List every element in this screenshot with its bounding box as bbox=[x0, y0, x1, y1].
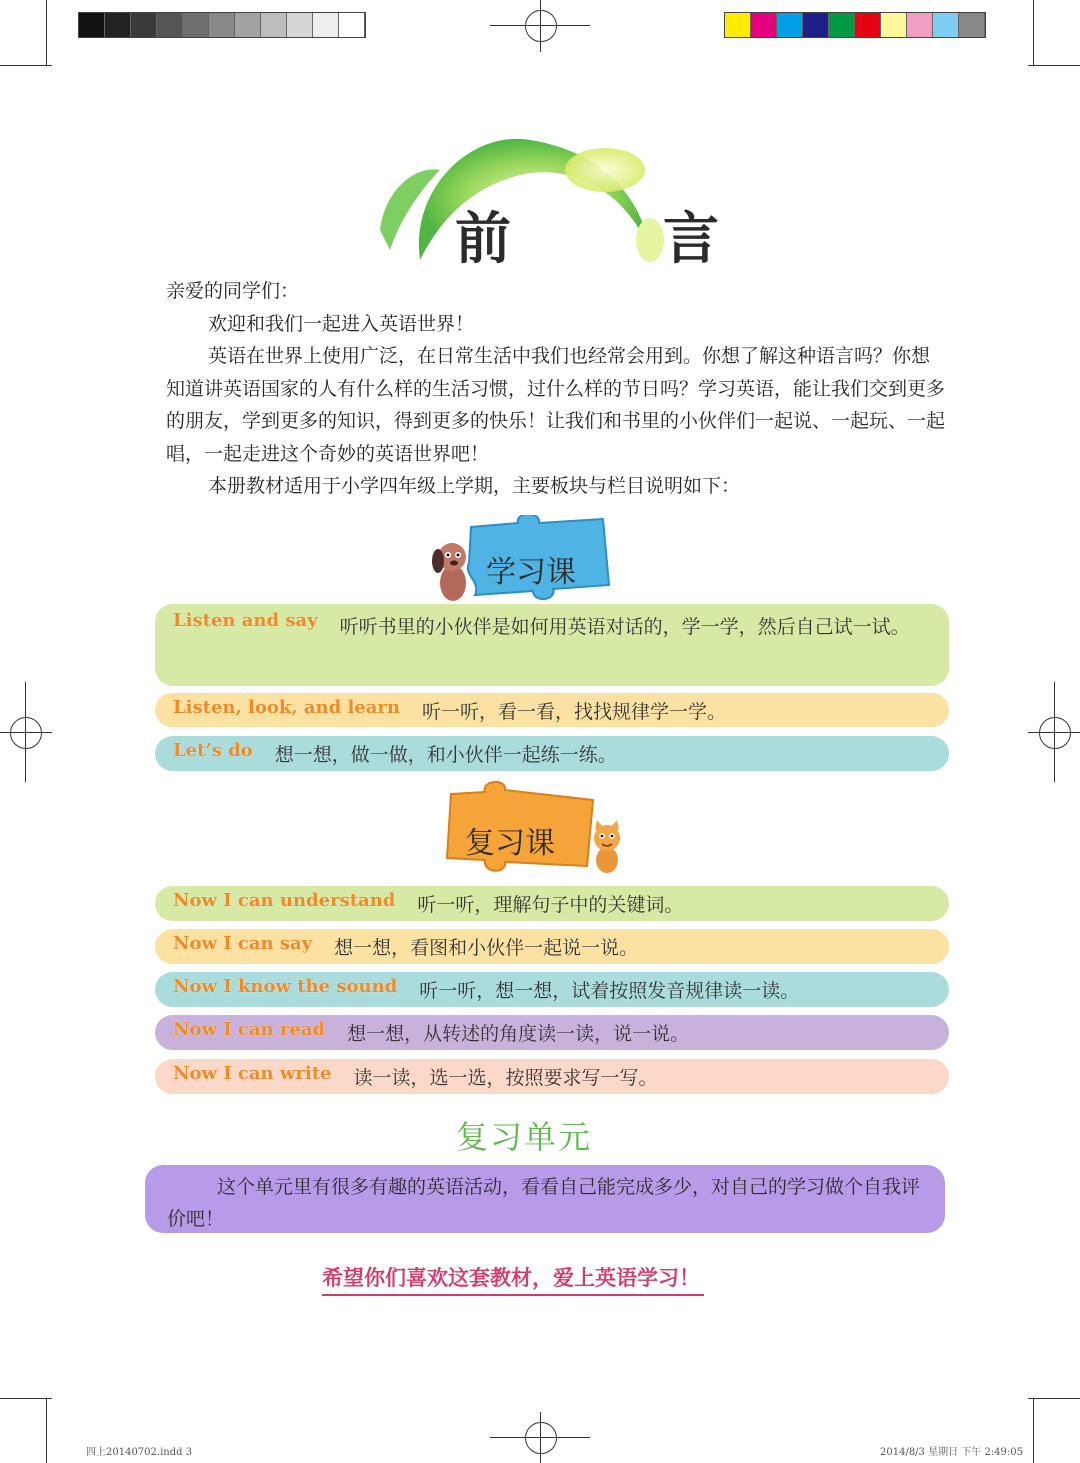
gray-swatch-5 bbox=[209, 13, 235, 37]
intro-paragraph-1: 欢迎和我们一起进入英语世界！ bbox=[208, 312, 475, 335]
color-swatch-9 bbox=[959, 13, 985, 37]
item-label: Now I can write bbox=[173, 1063, 332, 1084]
review-lesson-header bbox=[445, 780, 635, 880]
page-title: 前 言 bbox=[455, 207, 767, 272]
gray-swatch-1 bbox=[105, 13, 131, 37]
item-label: Listen and say bbox=[173, 610, 318, 631]
color-swatch-7 bbox=[907, 13, 933, 37]
item-label: Now I know the sound bbox=[173, 976, 398, 997]
item-description: 听一听，想一想，试着按照发音规律读一读。 bbox=[419, 980, 800, 1002]
registration-mark-top bbox=[525, 10, 557, 42]
gray-swatch-3 bbox=[157, 13, 183, 37]
process-color-bar bbox=[724, 12, 986, 38]
gray-swatch-0 bbox=[79, 13, 105, 37]
study-item-lets-do bbox=[155, 736, 949, 771]
registration-mark-left bbox=[10, 717, 42, 749]
color-swatch-3 bbox=[803, 13, 829, 37]
review-unit-box bbox=[145, 1165, 945, 1233]
cat-mascot-icon bbox=[585, 820, 630, 875]
review-lesson-title: 复习课 bbox=[465, 826, 555, 861]
registration-mark-bottom bbox=[525, 1422, 557, 1454]
item-description: 听听书里的小伙伴是如何用英语对话的，学一学，然后自己试一试。 bbox=[339, 616, 910, 638]
color-swatch-5 bbox=[855, 13, 881, 37]
study-item-listen-and-say bbox=[155, 604, 949, 686]
footer-timestamp: 2014/8/3 星期日 下午 2:49:05 bbox=[880, 1447, 1023, 1458]
review-item-say bbox=[155, 929, 949, 964]
study-item-listen-look-learn bbox=[155, 693, 949, 727]
color-swatch-1 bbox=[751, 13, 777, 37]
item-description: 读一读，选一选，按照要求写一写。 bbox=[353, 1067, 658, 1089]
review-item-understand bbox=[155, 886, 949, 921]
item-description: 听一听，理解句子中的关键词。 bbox=[417, 894, 684, 916]
item-label: Now I can understand bbox=[173, 890, 396, 911]
gray-swatch-7 bbox=[261, 13, 287, 37]
gray-swatch-6 bbox=[235, 13, 261, 37]
item-description: 想一想，看图和小伙伴一起说一说。 bbox=[334, 937, 639, 959]
study-lesson-title: 学习课 bbox=[486, 555, 576, 590]
grayscale-color-bar bbox=[78, 12, 366, 38]
study-lesson-header bbox=[428, 515, 618, 605]
closing-message: 希望你们喜欢这套教材，爱上英语学习！ bbox=[322, 1262, 704, 1296]
item-label: Listen, look, and learn bbox=[173, 697, 400, 718]
review-unit-heading: 复习单元 bbox=[456, 1118, 593, 1156]
color-swatch-0 bbox=[725, 13, 751, 37]
intro-paragraph-3: 本册教材适用于小学四年级上学期，主要板块与栏目说明如下： bbox=[208, 475, 741, 497]
item-description: 听一听，看一看，找找规律学一学。 bbox=[422, 701, 727, 723]
color-swatch-4 bbox=[829, 13, 855, 37]
color-swatch-8 bbox=[933, 13, 959, 37]
item-label: Let’s do bbox=[173, 740, 253, 761]
review-unit-text: 这个单元里有很多有趣的英语活动，看看自己能完成多少，对自己的学习做个自我评价吧！ bbox=[167, 1176, 921, 1230]
intro-text bbox=[166, 275, 946, 503]
color-swatch-2 bbox=[777, 13, 803, 37]
gray-swatch-2 bbox=[131, 13, 157, 37]
review-item-sound bbox=[155, 972, 949, 1007]
intro-paragraph-2: 英语在世界上使用广泛，在日常生活中我们也经常会用到。你想了解这种语言吗？你想知道讲英语国家的人有什么样的生活习惯，过什么样的节日吗？学习英语，能让我们交到更多的朋友，学到更多的知识，得到更多的快乐！让我们和书里的小伙伴们一起说、一起玩、一起唱，一起走进这个奇妙的英语世界吧！ bbox=[166, 345, 946, 465]
gray-swatch-8 bbox=[287, 13, 313, 37]
color-swatch-6 bbox=[881, 13, 907, 37]
gray-swatch-4 bbox=[183, 13, 209, 37]
item-label: Now I can read bbox=[173, 1019, 326, 1040]
gray-swatch-10 bbox=[339, 13, 365, 37]
footer-file-name: 四上20140702.indd 3 bbox=[86, 1447, 193, 1458]
review-item-write bbox=[155, 1059, 949, 1094]
gray-swatch-9 bbox=[313, 13, 339, 37]
greeting: 亲爱的同学们： bbox=[166, 280, 300, 302]
review-item-read bbox=[155, 1015, 949, 1050]
item-description: 想一想，做一做，和小伙伴一起练一练。 bbox=[274, 744, 617, 766]
item-description: 想一想，从转述的角度读一读，说一说。 bbox=[347, 1023, 690, 1045]
item-label: Now I can say bbox=[173, 933, 313, 954]
registration-mark-right bbox=[1039, 717, 1071, 749]
